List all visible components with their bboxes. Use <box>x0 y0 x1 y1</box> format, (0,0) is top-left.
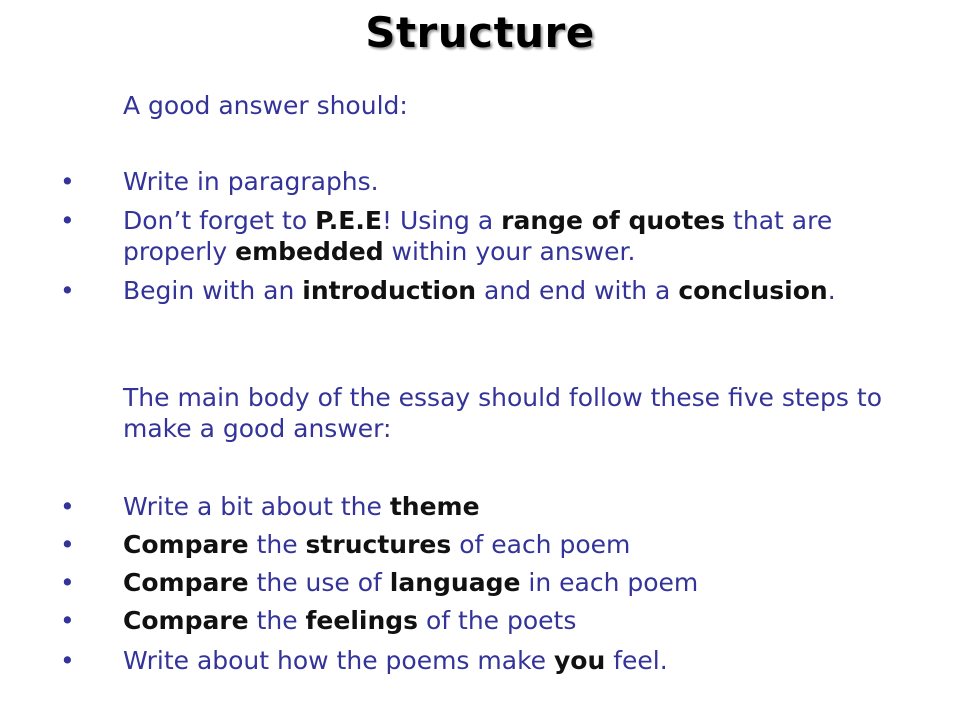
emphasis-text: Compare <box>123 568 249 597</box>
emphasis-text: feelings <box>305 606 419 635</box>
emphasis-text: introduction <box>302 276 477 305</box>
plain-text: of the poets <box>418 606 577 635</box>
bullet-icon: • <box>60 276 75 305</box>
plain-text: within your answer. <box>383 237 636 266</box>
emphasis-text: language <box>389 568 521 597</box>
plain-text: Don’t forget to <box>123 206 316 235</box>
bullet-icon: • <box>60 568 75 597</box>
plain-text: and end with a <box>476 276 679 305</box>
emphasis-text: P.E.E <box>315 206 382 235</box>
plain-text: Write in paragraphs. <box>123 167 379 196</box>
plain-text: the <box>248 606 306 635</box>
plain-text: the use of <box>248 568 390 597</box>
plain-text: the <box>248 530 306 559</box>
emphasis-text: embedded <box>235 237 384 266</box>
list-item-text <box>123 275 893 306</box>
plain-text: Write about how the poems make <box>123 646 554 675</box>
list-item-text <box>123 645 893 676</box>
plain-text: that are properly <box>123 206 833 266</box>
list-item-text <box>123 529 893 560</box>
list-item-text <box>123 205 893 267</box>
intro-text: A good answer should: <box>123 91 408 120</box>
emphasis-text: conclusion <box>678 276 828 305</box>
list-item-text <box>123 491 893 522</box>
bullet-icon: • <box>60 606 75 635</box>
list-item-text <box>123 605 893 636</box>
plain-text: . <box>827 276 836 305</box>
bullet-icon: • <box>60 646 75 675</box>
plain-text: Begin with an <box>123 276 303 305</box>
emphasis-text: you <box>554 646 606 675</box>
bullet-icon: • <box>60 530 75 559</box>
bullet-icon: • <box>60 167 75 196</box>
bullet-icon: • <box>60 492 75 521</box>
slide-title: Structure <box>365 8 595 57</box>
body-text: The main body of the essay should follow these five steps to make a good answer: <box>123 383 882 443</box>
plain-text: ! Using a <box>381 206 502 235</box>
plain-text: of each poem <box>451 530 631 559</box>
plain-text: in each poem <box>520 568 699 597</box>
emphasis-text: theme <box>389 492 480 521</box>
emphasis-text: Compare <box>123 530 249 559</box>
emphasis-text: range of quotes <box>501 206 726 235</box>
emphasis-text: structures <box>305 530 452 559</box>
bullet-icon: • <box>60 206 75 235</box>
plain-text: Write a bit about the <box>123 492 390 521</box>
plain-text: feel. <box>605 646 668 675</box>
list-item-text <box>123 166 893 197</box>
list-item-text <box>123 567 893 598</box>
emphasis-text: Compare <box>123 606 249 635</box>
